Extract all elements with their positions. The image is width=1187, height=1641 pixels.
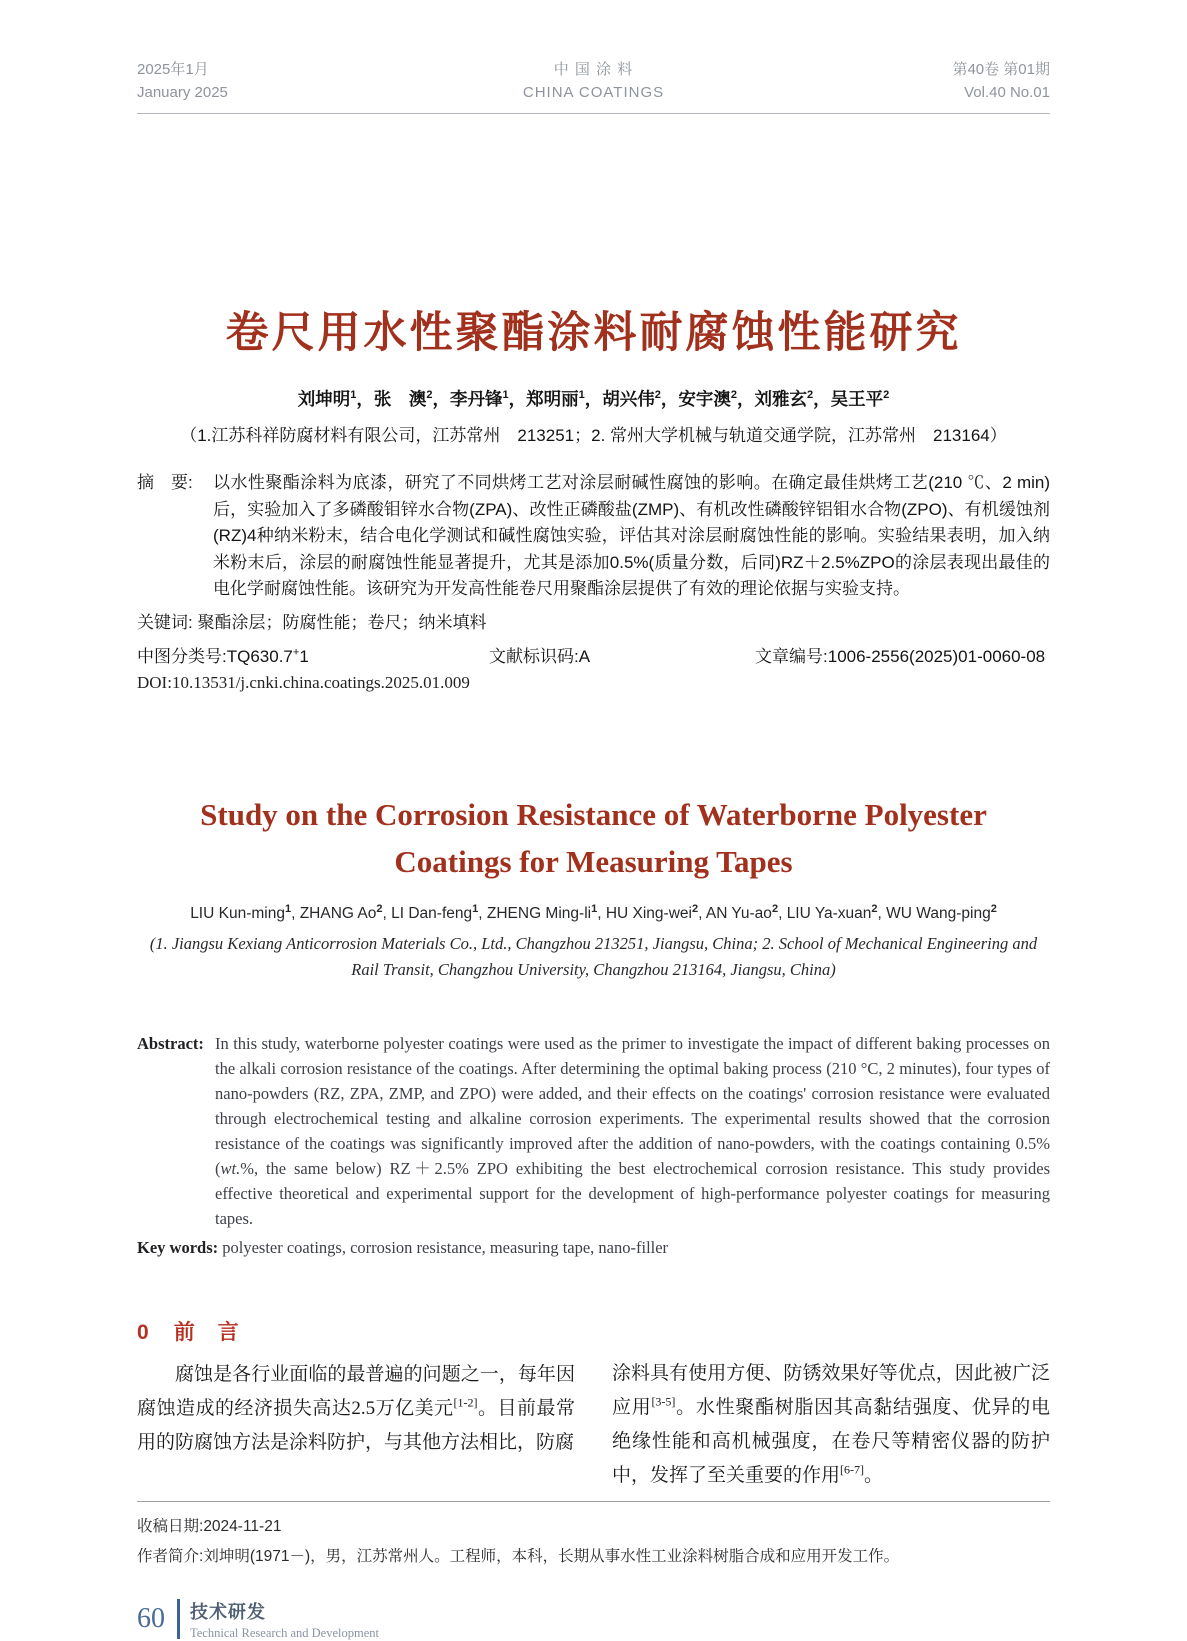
- citation-ref: [3-5]: [651, 1394, 676, 1409]
- abstract-cn-text: 以水性聚酯涂料为底漆，研究了不同烘烤工艺对涂层耐碱性腐蚀的影响。在确定最佳烘烤工艺(210 ℃、2 min)后，实验加入了多磷酸钼锌水合物(ZPA)、改性正磷酸盐(ZMP)、有机改性磷酸锌铝钼水合物(ZPO)、有机缓蚀剂(RZ)4种纳米粉末，结合电化学测试和碱性腐蚀实验，评估其对涂层耐腐蚀性能的影响。实验结果表明，加入纳米粉末后，涂层的耐腐蚀性能显著提升，尤其是添加0.5%(质量分数，后同)RZ＋2.5%ZPO的涂层表现出最佳的电化学耐腐蚀性能。该研究为开发高性能卷尺用聚酯涂层提供了有效的理论依据与实验支持。: [213, 473, 1050, 598]
- journal-header: [137, 58, 1050, 114]
- article-title-en: Study on the Corrosion Resistance of Waterborne Polyester Coatings for Measuring Tapes: [200, 796, 987, 879]
- article-title-cn: 卷尺用水性聚酯涂料耐腐蚀性能研究: [225, 309, 962, 357]
- article-id: 文章编号:1006-2556(2025)01-0060-08: [755, 646, 1046, 666]
- abstract-en: [137, 1031, 1050, 1231]
- intro-paragraph-left: 腐蚀是各行业面临的最普遍的问题之一，每年因腐蚀造成的经济损失高达2.5万亿美元[1-2]。目前最常用的防腐蚀方法是涂料防护，与其他方法相比，防腐: [137, 1363, 575, 1453]
- affiliation-cn: （1.江苏科祥防腐材料有限公司，江苏常州 213251；2. 常州大学机械与轨道交通学院，江苏常州 213164）: [180, 426, 1007, 445]
- header-issue-en: Vol.40 No.01: [964, 84, 1050, 101]
- author-cn: 张 澳$^2$，: [373, 389, 450, 409]
- author-cn: 胡兴伟$^2$，: [602, 389, 679, 409]
- author-en: LIU Kun-ming$^1$,: [190, 902, 300, 922]
- author-en: ZHENG Ming-$li^1$,: [486, 902, 606, 922]
- page-number: 60: [137, 1603, 165, 1635]
- keywords-en-text: polyester coatings, corrosion resistance, measuring tape, nano-filler: [222, 1237, 669, 1257]
- author-en: LI Dan-feng$^1$,: [391, 902, 487, 922]
- section-title: 前 言: [173, 1320, 240, 1344]
- author-cn: 安宇澳$^2$，: [678, 389, 755, 409]
- abstract-cn-label: 摘 要:: [137, 473, 193, 492]
- header-date-cn: 2025年1月: [137, 61, 209, 78]
- header-date-en: January 2025: [137, 84, 228, 101]
- column-left: [137, 1316, 575, 1493]
- header-journal-en: CHINA COATINGS: [522, 84, 665, 101]
- clc-number: 中图分类号:TQ630.7+1: [137, 645, 309, 666]
- author-en: HU Xing-wei$^2$,: [605, 902, 706, 922]
- author-en: ZHANG Ao$^2$,: [299, 902, 392, 922]
- author-bio: 作者简介:刘坤明(1971－)，男，江苏常州人。工程师，本科，长期从事水性工业涂料树脂合成和应用开发工作。: [137, 1547, 900, 1565]
- page-footer: [137, 1598, 1050, 1641]
- doi: DOI:10.13531/j.cnki.china.coatings.2025.01.009: [137, 672, 470, 692]
- affiliation-en: (1. Jiangsu Kexiang Anticorrosion Materials Co., Ltd., Changzhou 213251, Jiangsu, China; 2. School of Mechanical Engineering and Rail Transit, Changzhou University, Changzhou 213164, Jiangsu, China): [149, 933, 1038, 979]
- received-date: 收稿日期:2024-11-21: [137, 1517, 282, 1535]
- header-issue: [749, 58, 1050, 104]
- keywords-cn-text: 聚酯涂层；防腐性能；卷尺；纳米填料: [197, 612, 487, 632]
- intro-paragraph-right: 涂料具有使用方便、防锈效果好等优点，因此被广泛应用[3-5]。水性聚酯树脂因其高黏结强度、优异的电绝缘性能和高机械强度，在卷尺等精密仪器的防护中，发挥了至关重要的作用[6-7]。: [612, 1362, 1050, 1486]
- footer-column-en: Technical Research and Development: [190, 1625, 379, 1640]
- footer-column-cn: 技术研发: [190, 1601, 266, 1622]
- keywords-cn-label: 关键词:: [137, 612, 193, 632]
- citation-ref: [1-2]: [453, 1395, 478, 1410]
- section-number: 0: [137, 1320, 150, 1344]
- footnote-block: [137, 1501, 1050, 1572]
- abstract-cn: [137, 470, 1050, 603]
- author-en: LIU Ya-xuan$^2$,: [786, 902, 887, 922]
- authors-cn: [137, 386, 1050, 411]
- header-journal-name: [438, 58, 748, 104]
- author-cn: 李丹锋$^1$，: [450, 389, 527, 409]
- author-en: AN $Yu-ao^2$,: [705, 902, 787, 922]
- keywords-en: [137, 1238, 1050, 1258]
- footer-divider-bar: [177, 1599, 180, 1639]
- document-code: 文献标识码:A: [489, 646, 591, 666]
- keywords-cn: [137, 608, 1050, 633]
- header-journal-cn: 中 国 涂 料: [553, 61, 634, 78]
- footer-column: [190, 1598, 379, 1641]
- abstract-en-label: Abstract:: [137, 1033, 204, 1053]
- authors-en: [137, 903, 1050, 923]
- citation-ref: [6-7]: [840, 1462, 865, 1477]
- author-cn: 郑明丽$^1$，: [526, 389, 603, 409]
- column-right: [612, 1316, 1050, 1493]
- header-date: [137, 58, 438, 104]
- author-en: WU Wang-ping$^2$: [886, 902, 997, 922]
- introduction-section: [137, 1316, 1050, 1493]
- classification-row: [137, 642, 1050, 669]
- section-heading: [137, 1316, 575, 1346]
- keywords-en-label: Key words:: [137, 1237, 219, 1257]
- author-cn: 吴王平$^2$: [830, 389, 890, 409]
- abstract-en-text: In this study, waterborne polyester coatings were used as the primer to investigate the impact of different baking processes on the alkali corrosion resistance of the coatings. After determining the optimal baking process (210 °C, 2 minutes), four types of nano-powders (RZ, ZPA, ZMP, and ZPO) were added, and their effects on the coatings' corrosion resistance were evaluated through electrochemical testing and alkaline corrosion experiments. The experimental results showed that the corrosion resistance of the coatings was significantly improved after the addition of nano-powders, with the coatings containing 0.5% (wt.%, the same below) RZ＋2.5% ZPO exhibiting the best electrochemical corrosion resistance. This study provides effective theoretical and experimental support for the development of high-performance polyester coatings for measuring tapes.: [215, 1033, 1050, 1228]
- author-cn: 刘坤明$^1$，: [297, 389, 374, 409]
- author-cn: 刘雅玄$^2$，: [754, 389, 831, 409]
- header-issue-cn: 第40卷 第01期: [952, 61, 1050, 78]
